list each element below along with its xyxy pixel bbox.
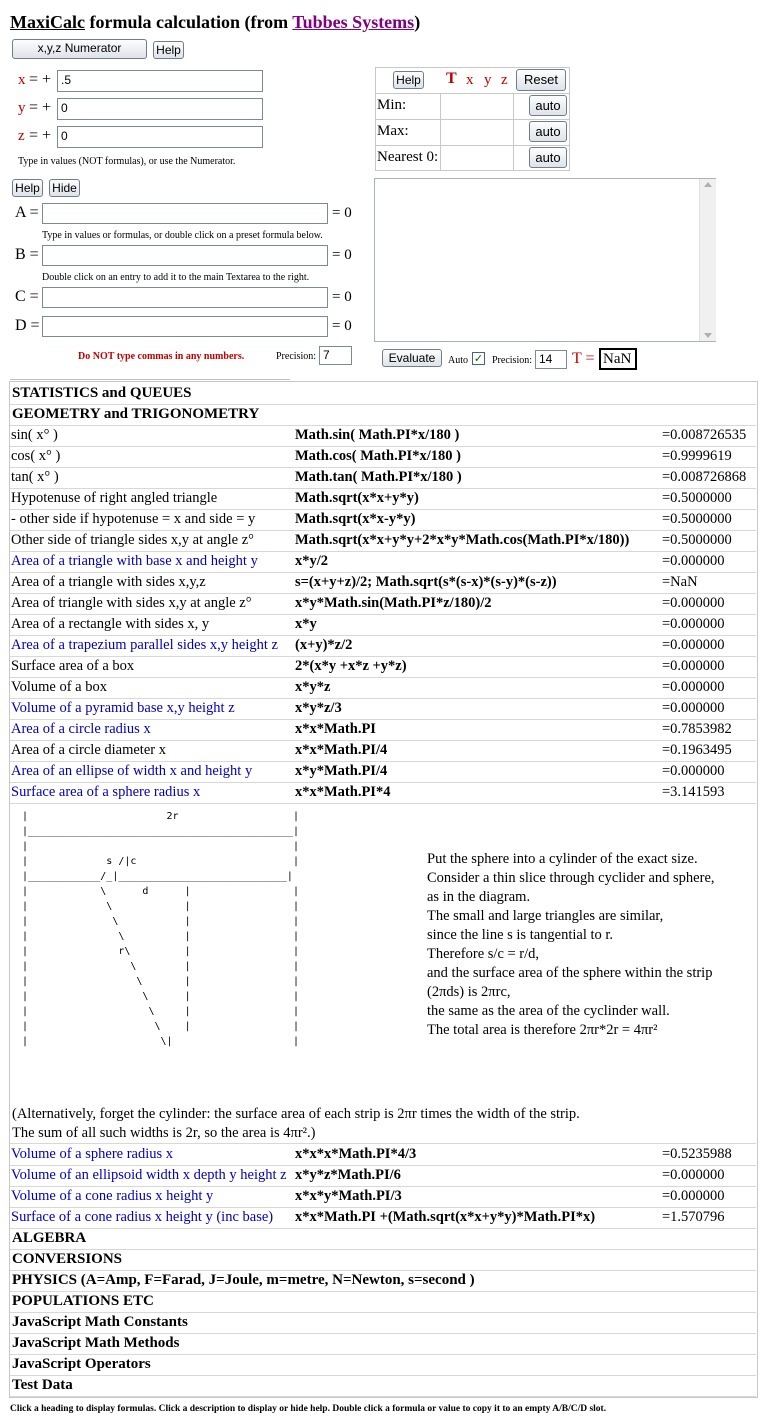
auto-checkbox[interactable]: ✓	[473, 352, 484, 365]
var-2-op: = +	[29, 127, 52, 144]
title-text: formula calculation (from	[84, 12, 293, 32]
tubbes-link[interactable]: Tubbes Systems	[292, 12, 415, 32]
range-col-t[interactable]: T	[446, 70, 457, 87]
range-row-1-label: Max:	[377, 123, 409, 139]
help-button-top[interactable]: Help	[153, 41, 184, 59]
formula-value[interactable]: =0.1963495	[662, 742, 732, 758]
section-heading-label: Test Data	[12, 1377, 73, 1393]
explanation-line: Consider a thin slice through cyclider and sphere,	[427, 870, 715, 886]
section-heading[interactable]	[10, 1354, 756, 1376]
t-result-label: T =	[572, 350, 595, 367]
formula-value[interactable]: =0.000000	[662, 679, 725, 695]
section-heading[interactable]	[10, 1249, 756, 1271]
formula-value[interactable]: =0.008726868	[662, 469, 747, 485]
formula-value[interactable]: =0.5000000	[662, 490, 732, 506]
help-button[interactable]: Help	[12, 179, 43, 197]
var-2-input[interactable]: 0	[57, 126, 263, 148]
slot-1-hint: Double click on an entry to add it to the main Textarea to the right.	[42, 272, 310, 283]
formula-value[interactable]: =0.5235988	[662, 1146, 732, 1162]
reset-button[interactable]: Reset	[516, 69, 566, 91]
formula-value[interactable]: =0.5000000	[662, 511, 732, 527]
formula-value[interactable]: =0.000000	[662, 595, 725, 611]
range-row-2-label: Nearest 0:	[377, 149, 439, 165]
t-result-value: NaN	[599, 348, 637, 370]
formula-value[interactable]: =0.9999619	[662, 448, 732, 464]
formula-value[interactable]: =0.000000	[662, 616, 725, 632]
formula-expression[interactable]: Math.sqrt(x*x+y*y)	[295, 490, 419, 506]
formula-row	[10, 1165, 756, 1187]
formula-description[interactable]: Surface area of a box	[11, 658, 135, 674]
formula-row	[10, 572, 756, 594]
formula-row	[10, 488, 756, 510]
formula-expression[interactable]: (x+y)*z/2	[295, 637, 353, 653]
main-textarea[interactable]	[374, 178, 716, 342]
formula-row	[10, 593, 756, 615]
section-heading[interactable]	[10, 1375, 756, 1397]
formula-row	[10, 1207, 756, 1229]
formula-description[interactable]: Volume of a box	[11, 679, 107, 695]
slot-0-hint: Type in values or formulas, or double click on a preset formula below.	[42, 230, 323, 241]
formula-row	[10, 761, 756, 783]
divider	[10, 379, 290, 380]
vars-hint: Type in values (NOT formulas), or use the Numerator.	[18, 156, 236, 167]
precision-input-left[interactable]: 7	[319, 346, 352, 365]
formula-expression[interactable]: Math.sin( Math.PI*x/180 )	[295, 427, 460, 443]
slot-3-result[interactable]: = 0	[332, 318, 352, 334]
var-0-name: x	[18, 72, 26, 88]
section-heading-label: JavaScript Operators	[12, 1356, 151, 1372]
auto-label: Auto	[448, 355, 468, 366]
formula-description[interactable]: Area of a triangle with base x and height y	[11, 553, 258, 569]
range-help-button[interactable]: Help	[393, 71, 424, 89]
formula-value[interactable]: =0.000000	[662, 1167, 725, 1183]
section-heading-label: GEOMETRY and TRIGONOMETRY	[12, 406, 260, 422]
formula-row	[10, 1144, 756, 1166]
section-heading[interactable]	[10, 1312, 756, 1334]
formula-row	[10, 467, 756, 489]
formula-description[interactable]: Volume of a sphere radius x	[11, 1146, 174, 1162]
var-0-op: = +	[29, 71, 52, 88]
formula-description[interactable]: sin( x° )	[11, 427, 58, 443]
formula-expression[interactable]: x*y*z*Math.PI/6	[295, 1167, 401, 1183]
formula-description[interactable]: Hypotenuse of right angled triangle	[11, 490, 218, 506]
formula-row	[10, 425, 756, 447]
slot-3-name: D =	[15, 317, 40, 334]
section-heading-label: JavaScript Math Constants	[12, 1314, 188, 1330]
formula-description[interactable]: Surface of a cone radius x height y (inc base)	[11, 1209, 274, 1225]
formula-row	[10, 509, 756, 531]
alternative-line: The sum of all such widths is 2r, so the area is 4πr².)	[12, 1125, 316, 1141]
explanation-line: since the line s is tangential to r.	[427, 927, 614, 943]
formula-row	[10, 446, 756, 468]
formula-expression[interactable]: Math.tan( Math.PI*x/180 )	[295, 469, 462, 485]
slot-2-result[interactable]: = 0	[332, 289, 352, 305]
formula-row	[10, 719, 756, 741]
formula-expression[interactable]: x*y*z	[295, 679, 331, 695]
section-heading[interactable]	[10, 404, 756, 426]
range-row-divider	[375, 145, 570, 146]
scroll-down-icon[interactable]	[704, 333, 712, 338]
formula-row	[10, 551, 756, 573]
formula-description[interactable]: Area of a circle diameter x	[11, 742, 166, 758]
formula-row	[10, 656, 756, 678]
slot-0-result[interactable]: = 0	[332, 205, 352, 221]
formula-expression[interactable]: x*y*Math.sin(Math.PI*z/180)/2	[295, 595, 492, 611]
explanation-line: (2πds) is 2πrc,	[427, 984, 511, 1000]
formula-expression[interactable]: x*y*z/3	[295, 700, 342, 716]
numerator-button[interactable]: x,y,z Numerator	[12, 39, 147, 59]
formula-row	[10, 740, 756, 762]
slot-0-input[interactable]	[42, 203, 328, 224]
formula-expression[interactable]: x*x*Math.PI*4	[295, 784, 391, 800]
range-row-1-auto-button[interactable]: auto	[529, 121, 567, 142]
var-0-input[interactable]: .5	[57, 70, 263, 92]
formula-expression[interactable]: x*x*y*Math.PI/3	[295, 1188, 402, 1204]
title-end: )	[414, 12, 421, 32]
formula-value[interactable]: =1.570796	[662, 1209, 725, 1225]
explanation-line: Therefore s/c = r/d,	[427, 946, 540, 962]
formula-expression[interactable]: x*x*Math.PI +(Math.sqrt(x*x+y*y)*Math.PI*x)	[295, 1209, 596, 1225]
formula-expression[interactable]: Math.sqrt(x*x+y*y+2*x*y*Math.cos(Math.PI*x/180))	[295, 532, 630, 548]
formula-expression[interactable]: x*x*Math.PI/4	[295, 742, 388, 758]
formula-description[interactable]: cos( x° )	[11, 448, 61, 464]
formula-description[interactable]: Area of a circle radius x	[11, 721, 151, 737]
formula-expression[interactable]: 2*(x*y +x*z +y*z)	[295, 658, 407, 674]
formula-row	[10, 698, 756, 720]
section-heading-label: CONVERSIONS	[12, 1251, 123, 1267]
formula-expression[interactable]: x*y	[295, 616, 317, 632]
formula-row	[10, 614, 756, 636]
range-row-2-auto-button[interactable]: auto	[529, 147, 567, 168]
range-row-divider	[375, 119, 570, 120]
explanation-line: The total area is therefore 2πr*2r = 4πr²	[427, 1022, 658, 1038]
formula-value[interactable]: =0.7853982	[662, 721, 732, 737]
formula-value[interactable]: =0.5000000	[662, 532, 732, 548]
section-heading[interactable]	[10, 383, 756, 405]
section-heading-label: PHYSICS (A=Amp, F=Farad, J=Joule, m=metre, N=Newton, s=second )	[12, 1272, 475, 1288]
section-heading[interactable]	[10, 1228, 756, 1250]
page-title	[10, 12, 420, 33]
formula-description[interactable]: Area of a triangle with sides x,y,z	[11, 574, 206, 590]
slot-1-result[interactable]: = 0	[332, 247, 352, 263]
comma-warning: Do NOT type commas in any numbers.	[78, 351, 245, 362]
alternative-line: (Alternatively, forget the cylinder: the surface area of each strip is 2πr times the width of the strip.	[12, 1106, 580, 1122]
formula-row	[10, 677, 756, 699]
explanation-line: the same as the area of the cyclinder wall.	[427, 1003, 670, 1019]
formula-row	[10, 782, 756, 804]
formula-description[interactable]: Area of a trapezium parallel sides x,y height z	[11, 637, 278, 653]
range-col-divider	[440, 93, 441, 171]
section-heading[interactable]	[10, 1333, 756, 1355]
formula-expression[interactable]: x*x*x*Math.PI*4/3	[295, 1146, 417, 1162]
formula-value[interactable]: =0.000000	[662, 700, 725, 716]
formula-description[interactable]: Other side of triangle sides x,y at angle z°	[11, 532, 254, 548]
footer-help: Click a heading to display formulas. Click a description to display or hide help. Double click a formula or value to copy it to an empty A/B/C/D slot.	[10, 1404, 607, 1414]
slot-2-input[interactable]	[42, 287, 328, 308]
section-heading-label: POPULATIONS ETC	[12, 1293, 154, 1309]
explanation-line: The small and large triangles are similar,	[427, 908, 664, 924]
var-1-name: y	[18, 100, 26, 116]
formula-expression[interactable]: x*y/2	[295, 553, 329, 569]
scroll-up-icon[interactable]	[704, 182, 712, 187]
formula-description[interactable]: Volume of a cone radius x height y	[11, 1188, 214, 1204]
section-heading-label: ALGEBRA	[12, 1230, 87, 1246]
formula-row	[10, 1186, 756, 1208]
var-1-op: = +	[29, 99, 52, 116]
explanation-line: as in the diagram.	[427, 889, 531, 905]
formula-description[interactable]: Area of triangle with sides x,y at angle z°	[11, 595, 252, 611]
range-col-y[interactable]: y	[484, 72, 492, 88]
formula-description[interactable]: Volume of an ellipsoid width x depth y height z	[11, 1167, 287, 1183]
formula-row	[10, 635, 756, 657]
formula-row	[10, 530, 756, 552]
formula-expression[interactable]: Math.sqrt(x*x-y*y)	[295, 511, 416, 527]
formula-description[interactable]: Area of an ellipse of width x and height y	[11, 763, 253, 779]
slot-1-input[interactable]	[42, 245, 328, 266]
formula-value[interactable]: =NaN	[662, 574, 698, 590]
hide-button[interactable]: Hide	[49, 179, 80, 197]
formula-description[interactable]: tan( x° )	[11, 469, 59, 485]
section-heading[interactable]	[10, 1291, 756, 1313]
formula-value[interactable]: =0.000000	[662, 1188, 725, 1204]
explanation-line: and the surface area of the sphere within the strip	[427, 965, 713, 981]
precision-input-right[interactable]: 14	[535, 350, 567, 369]
formula-value[interactable]: =3.141593	[662, 784, 725, 800]
formula-value[interactable]: =0.008726535	[662, 427, 747, 443]
formula-value[interactable]: =0.000000	[662, 763, 725, 779]
formula-expression[interactable]: x*y*Math.PI/4	[295, 763, 388, 779]
precision-label-left: Precision:	[276, 351, 316, 362]
var-1-input[interactable]: 0	[57, 98, 263, 120]
explanation-line: Put the sphere into a cylinder of the exact size.	[427, 851, 698, 867]
slot-0-name: A =	[15, 204, 39, 221]
var-2-name: z	[18, 128, 25, 144]
formula-value[interactable]: =0.000000	[662, 637, 725, 653]
range-col-divider	[513, 93, 514, 171]
textarea-scrollbar[interactable]	[699, 179, 716, 341]
ascii-diagram: | 2r | |____________________________________________| | | | s /|c | |____________/_|____________________________| | \ d | | | \ | | | \ | | | \ | | | r\ | | | \ | | | \ | | | \ | | | \ | | | \ | | | \| |	[22, 811, 299, 1047]
slot-1-name: B =	[15, 246, 39, 263]
formula-description[interactable]: Volume of a pyramid base x,y height z	[11, 700, 235, 716]
range-col-z[interactable]: z	[501, 72, 508, 88]
formula-expression[interactable]: Math.cos( Math.PI*x/180 )	[295, 448, 461, 464]
section-heading-label: STATISTICS and QUEUES	[12, 385, 192, 401]
range-row-divider	[375, 93, 570, 94]
section-heading[interactable]	[10, 1270, 756, 1292]
formula-expression[interactable]: s=(x+y+z)/2; Math.sqrt(s*(s-x)*(s-y)*(s-z))	[295, 574, 557, 590]
precision-label-right: Precision:	[492, 355, 532, 366]
formula-description[interactable]: - other side if hypotenuse = x and side = y	[11, 511, 256, 527]
formula-expression[interactable]: x*x*Math.PI	[295, 721, 376, 737]
formula-value[interactable]: =0.000000	[662, 553, 725, 569]
section-heading-label: JavaScript Math Methods	[12, 1335, 180, 1351]
evaluate-button[interactable]: Evaluate	[382, 349, 442, 367]
slot-3-input[interactable]	[42, 316, 328, 337]
brand-name: MaxiCalc	[10, 12, 85, 32]
sphere-diagram	[16, 809, 299, 1049]
range-row-0-auto-button[interactable]: auto	[529, 95, 567, 116]
range-col-x[interactable]: x	[466, 72, 474, 88]
formula-description[interactable]: Area of a rectangle with sides x, y	[11, 616, 210, 632]
slot-2-name: C =	[15, 288, 39, 305]
formula-description[interactable]: Surface area of a sphere radius x	[11, 784, 201, 800]
formula-value[interactable]: =0.000000	[662, 658, 725, 674]
range-row-0-label: Min:	[377, 97, 407, 113]
